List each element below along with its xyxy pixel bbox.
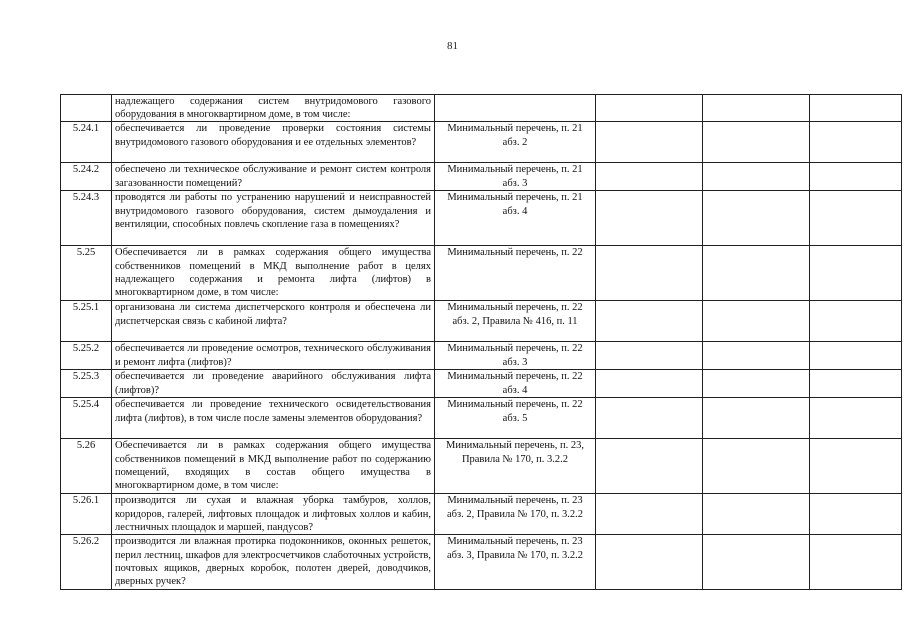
item-number: 5.25.4 [61,398,112,439]
legal-reference: Минимальный перечень, п. 21 абз. 2 [435,122,596,163]
legal-reference: Минимальный перечень, п. 23 абз. 3, Правила № 170, п. 3.2.2 [435,535,596,590]
answer-cell [810,342,902,370]
answer-cell [810,370,902,398]
table-row [61,122,902,163]
question-text: производится ли влажная протирка подоконников, оконных решеток, перил лестниц, шкафов для электросчетчиков слаботочных устройств, почтовых ящиков, дверных коробок, полотен дверей, доводчиков, дверных ручек? [112,535,435,590]
question-text: обеспечивается ли проведение осмотров, технического обслуживания и ремонт лифта (лифтов)? [112,342,435,370]
table-row [61,95,902,122]
answer-cell [596,342,703,370]
question-text: обеспечивается ли проведение проверки состояния системы внутридомового газового оборудования и ее отдельных элементов? [112,122,435,163]
table-row [61,370,902,398]
answer-cell [703,246,810,301]
legal-reference: Минимальный перечень, п. 22 абз. 2, Правила № 416, п. 11 [435,301,596,342]
answer-cell [596,535,703,590]
answer-cell [703,535,810,590]
question-text: обеспечено ли техническое обслуживание и ремонт систем контроля загазованности помещений? [112,163,435,191]
item-number: 5.26.2 [61,535,112,590]
answer-cell [596,301,703,342]
answer-cell [596,439,703,494]
item-number [61,95,112,122]
answer-cell [703,191,810,246]
item-number: 5.25.2 [61,342,112,370]
answer-cell [810,95,902,122]
answer-cell [703,439,810,494]
item-number: 5.25.1 [61,301,112,342]
answer-cell [596,95,703,122]
legal-reference: Минимальный перечень, п. 22 [435,246,596,301]
table-row [61,163,902,191]
answer-cell [703,163,810,191]
table-row [61,301,902,342]
question-text: Обеспечивается ли в рамках содержания общего имущества собственников помещений в МКД выполнение работ по содержанию помещений, входящих в состав общего имущества в многоквартирном доме, в том числе: [112,439,435,494]
table-row [61,494,902,535]
table-row [61,191,902,246]
answer-cell [810,246,902,301]
answer-cell [703,122,810,163]
legal-reference: Минимальный перечень, п. 22 абз. 3 [435,342,596,370]
item-number: 5.24.2 [61,163,112,191]
item-number: 5.26.1 [61,494,112,535]
answer-cell [810,191,902,246]
table-row [61,342,902,370]
answer-cell [703,398,810,439]
item-number: 5.24.3 [61,191,112,246]
answer-cell [810,301,902,342]
table-row [61,398,902,439]
legal-reference: Минимальный перечень, п. 21 абз. 3 [435,163,596,191]
answer-cell [596,122,703,163]
answer-cell [810,535,902,590]
legal-reference: Минимальный перечень, п. 23 абз. 2, Правила № 170, п. 3.2.2 [435,494,596,535]
table-row [61,535,902,590]
legal-reference: Минимальный перечень, п. 22 абз. 5 [435,398,596,439]
question-text: производится ли сухая и влажная уборка тамбуров, холлов, коридоров, галерей, лифтовых площадок и лифтовых холлов и кабин, лестничных площадок и маршей, пандусов? [112,494,435,535]
item-number: 5.24.1 [61,122,112,163]
page-number: 81 [447,40,458,52]
answer-cell [596,398,703,439]
table-row [61,246,902,301]
question-text: надлежащего содержания систем внутридомового газового оборудования в многоквартирном доме, в том числе: [112,95,435,122]
answer-cell [596,370,703,398]
answer-cell [810,494,902,535]
answer-cell [596,494,703,535]
answer-cell [810,398,902,439]
checklist-table [60,94,902,590]
legal-reference: Минимальный перечень, п. 22 абз. 4 [435,370,596,398]
question-text: проводятся ли работы по устранению нарушений и неисправностей внутридомового газового оборудования, систем дымоудаления и вентиляции, способных повлечь скопление газа в помещениях? [112,191,435,246]
answer-cell [703,494,810,535]
question-text: Обеспечивается ли в рамках содержания общего имущества собственников помещений в МКД выполнение работ в целях надлежащего содержания и ремонта лифта (лифтов) в многоквартирном доме, в том числе: [112,246,435,301]
answer-cell [703,342,810,370]
legal-reference: Минимальный перечень, п. 23, Правила № 170, п. 3.2.2 [435,439,596,494]
answer-cell [596,191,703,246]
answer-cell [703,95,810,122]
answer-cell [810,122,902,163]
table-row [61,439,902,494]
question-text: обеспечивается ли проведение технического освидетельствования лифта (лифтов), в том числе после замены элементов оборудования? [112,398,435,439]
item-number: 5.25 [61,246,112,301]
question-text: организована ли система диспетчерского контроля и обеспечена ли диспетчерская связь с кабиной лифта? [112,301,435,342]
item-number: 5.26 [61,439,112,494]
answer-cell [703,370,810,398]
legal-reference: Минимальный перечень, п. 21 абз. 4 [435,191,596,246]
answer-cell [810,439,902,494]
answer-cell [596,246,703,301]
item-number: 5.25.3 [61,370,112,398]
legal-reference [435,95,596,122]
answer-cell [703,301,810,342]
answer-cell [596,163,703,191]
answer-cell [810,163,902,191]
question-text: обеспечивается ли проведение аварийного обслуживания лифта (лифтов)? [112,370,435,398]
